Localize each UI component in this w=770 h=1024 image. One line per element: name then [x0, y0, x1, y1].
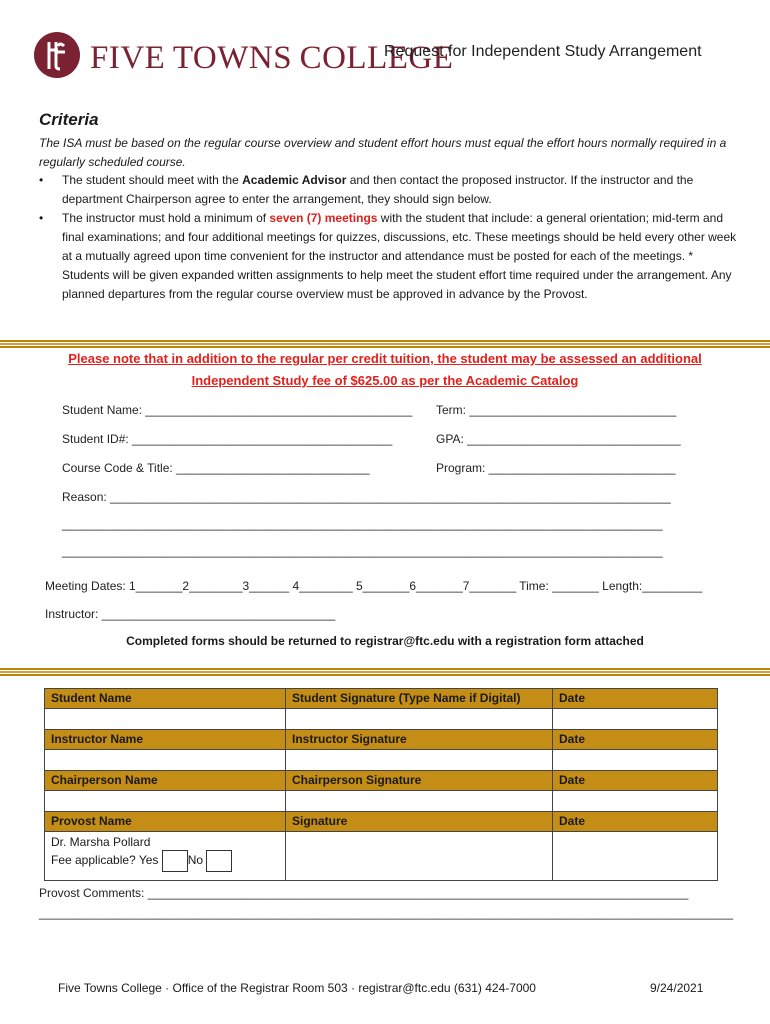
student-date-cell[interactable]: [553, 709, 718, 730]
logo-word-college: COLLEGE: [299, 40, 454, 76]
logo-word-towns: TOWNS: [172, 40, 293, 76]
gpa-field[interactable]: GPA: ________________________________: [436, 432, 681, 446]
bullet-icon: •: [39, 173, 44, 187]
reason-field[interactable]: Reason: ____________________________________________________________________________________: [62, 490, 671, 504]
provost-person-name: Dr. Marsha Pollard: [51, 835, 151, 849]
provost-comments-line-2[interactable]: ________________________________________________________________________________________________________: [39, 906, 734, 920]
criteria-intro: The ISA must be based on the regular course overview and student effort hours must equal the effort hours normally required in a regularly scheduled course.: [39, 136, 727, 169]
provost-date-cell[interactable]: [553, 832, 718, 881]
fee-no-label: No: [187, 853, 204, 868]
table-row: [45, 771, 718, 791]
course-field[interactable]: Course Code & Title: _____________________________: [62, 461, 370, 475]
table-row: [45, 730, 718, 750]
chair-date-cell[interactable]: [553, 791, 718, 812]
term-field[interactable]: Term: _______________________________: [436, 403, 677, 417]
table-row: [45, 689, 718, 709]
gold-divider: [0, 340, 770, 348]
criteria-list: [39, 171, 739, 304]
provost-comments-field[interactable]: Provost Comments: _________________________________________________________________________________: [39, 886, 689, 900]
criteria-heading: Criteria: [39, 110, 99, 129]
chair-name-cell[interactable]: [45, 791, 286, 812]
chair-signature-header: Chairperson Signature: [286, 771, 553, 791]
fee-yes-checkbox[interactable]: [162, 850, 188, 872]
reason-line-2[interactable]: __________________________________________________________________________________________: [62, 517, 663, 531]
student-signature-cell[interactable]: [286, 709, 553, 730]
table-row: [45, 791, 718, 812]
instructor-signature-header: Instructor Signature: [286, 730, 553, 750]
footer-contact: Five Towns College · Office of the Registrar Room 503 · registrar@ftc.edu (631) 424-7000: [58, 981, 536, 995]
return-instructions: Completed forms should be returned to registrar@ftc.edu with a registration form attached: [126, 634, 644, 648]
table-row: [45, 750, 718, 771]
date-header: Date: [553, 730, 718, 750]
student-id-field[interactable]: Student ID#: _______________________________________: [62, 432, 393, 446]
provost-signature-cell[interactable]: [286, 832, 553, 881]
instructor-signature-cell[interactable]: [286, 750, 553, 771]
criteria-item-meetings: • The instructor must hold a minimum of seven (7) meetings with the student that include: a general orientation; mid-term and final examinations; and four additional meetings for quizzes, discussions, etc. These meetings should be held every other week at a mutually agreed upon time convenient for the instructor and attendance must be posted for each of the meetings. * Students will be given expanded written assignments to help meet the student effort time required under the arrangement. Any planned departures from the regular course overview must be approved in advance by the Provost.: [39, 211, 737, 301]
table-row: [45, 812, 718, 832]
provost-signature-header: Signature: [286, 812, 553, 832]
student-name-cell[interactable]: [45, 709, 286, 730]
student-name-field[interactable]: Student Name: ________________________________________: [62, 403, 413, 417]
instructor-date-cell[interactable]: [553, 750, 718, 771]
fee-no-checkbox[interactable]: [206, 850, 232, 872]
document-title: Request for Independent Study Arrangement: [384, 43, 702, 60]
bullet-icon: •: [39, 211, 44, 225]
table-row: [45, 832, 718, 881]
criteria-item-advisor: • The student should meet with the Academic Advisor and then contact the proposed instructor. If the instructor and the department Chairperson agree to enter the arrangement, they should sign below.: [39, 173, 694, 206]
gold-divider: [0, 668, 770, 676]
instructor-name-header: Instructor Name: [45, 730, 286, 750]
date-header: Date: [553, 689, 718, 709]
program-field[interactable]: Program: ____________________________: [436, 461, 676, 475]
logo-word-five: FIVE: [90, 40, 166, 76]
college-logo-mark: [34, 32, 80, 78]
chair-signature-cell[interactable]: [286, 791, 553, 812]
student-signature-header: Student Signature (Type Name if Digital): [286, 689, 553, 709]
fee-applicable-label: Fee applicable? Yes: [51, 853, 159, 868]
meeting-dates-field[interactable]: Meeting Dates: 1_______2________3______ 4________ 5_______6_______7_______ Time: _______ Length:_________: [45, 579, 703, 593]
reason-line-3[interactable]: __________________________________________________________________________________________: [62, 544, 663, 558]
student-name-header: Student Name: [45, 689, 286, 709]
fee-notice: Please note that in addition to the regular per credit tuition, the student may be assessed an additional Independent Study fee of $625.00 as per the Academic Catalog: [68, 351, 702, 388]
provost-name-header: Provost Name: [45, 812, 286, 832]
footer-date: 9/24/2021: [650, 981, 704, 995]
table-row: [45, 709, 718, 730]
date-header: Date: [553, 771, 718, 791]
instructor-field[interactable]: Instructor: ___________________________________: [45, 607, 336, 621]
fee-applicable-row: [51, 850, 279, 872]
provost-info-cell: [45, 832, 286, 881]
date-header: Date: [553, 812, 718, 832]
chair-name-header: Chairperson Name: [45, 771, 286, 791]
signature-table: [44, 688, 718, 881]
instructor-name-cell[interactable]: [45, 750, 286, 771]
ftc-monogram-icon: [34, 32, 80, 78]
